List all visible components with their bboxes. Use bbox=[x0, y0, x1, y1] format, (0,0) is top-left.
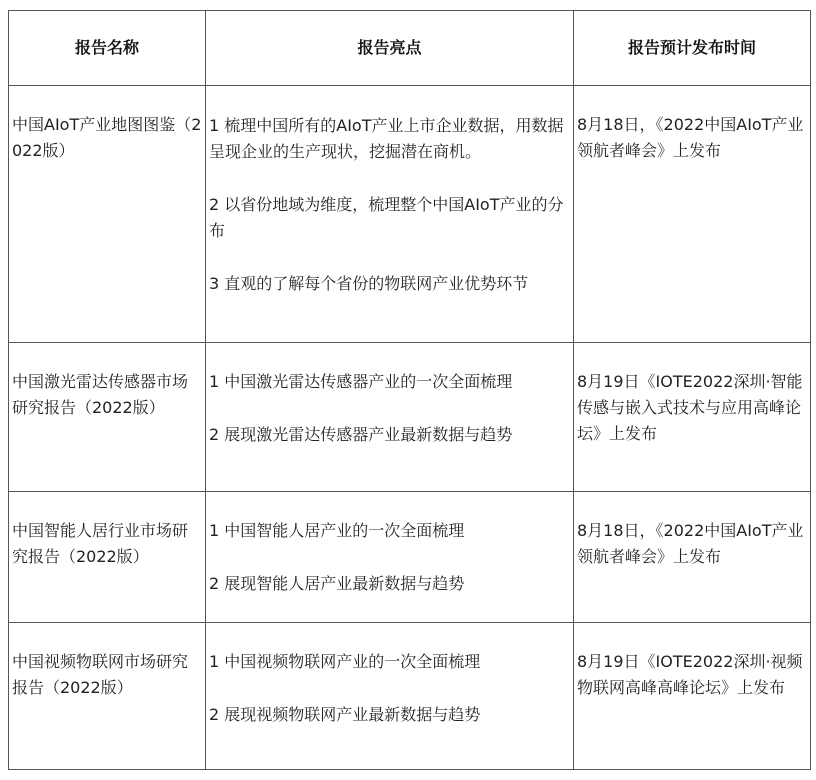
highlight-item: 2 以省份地域为维度，梳理整个中国AIoT产业的分布 bbox=[209, 195, 564, 240]
header-report-name: 报告名称 bbox=[9, 11, 206, 86]
table-row bbox=[9, 343, 811, 492]
report-name: 中国视频物联网市场研究报告（2022版） bbox=[12, 652, 189, 697]
report-name-cell bbox=[9, 492, 206, 623]
highlight-item: 2 展现视频物联网产业最新数据与趋势 bbox=[209, 705, 481, 724]
release-time: 8月18日，《2022中国AIoT产业领航者峰会》上发布 bbox=[577, 115, 804, 160]
report-highlights-cell bbox=[206, 86, 574, 343]
highlight-item: 1 中国视频物联网产业的一次全面梳理 bbox=[209, 652, 481, 671]
report-highlights-cell bbox=[206, 343, 574, 492]
report-name: 中国激光雷达传感器市场研究报告（2022版） bbox=[12, 372, 189, 417]
release-time: 8月19日《IOTE2022深圳·智能传感与嵌入式技术与应用高峰论坛》上发布 bbox=[577, 372, 803, 443]
report-name-cell bbox=[9, 623, 206, 770]
release-time-cell bbox=[574, 343, 811, 492]
highlight-item: 1 中国智能人居产业的一次全面梳理 bbox=[209, 521, 465, 540]
highlight-item: 1 梳理中国所有的AIoT产业上市企业数据，用数据呈现企业的生产现状，挖掘潜在商机。 bbox=[209, 116, 564, 161]
highlight-item: 3 直观的了解每个省份的物联网产业优势环节 bbox=[209, 274, 529, 293]
header-release-time: 报告预计发布时间 bbox=[574, 11, 811, 86]
report-table bbox=[8, 10, 811, 770]
release-time-cell bbox=[574, 492, 811, 623]
header-report-highlights: 报告亮点 bbox=[206, 11, 574, 86]
table-row bbox=[9, 623, 811, 770]
release-time: 8月19日《IOTE2022深圳·视频物联网高峰高峰论坛》上发布 bbox=[577, 652, 803, 697]
release-time-cell bbox=[574, 623, 811, 770]
highlight-item: 2 展现智能人居产业最新数据与趋势 bbox=[209, 574, 465, 593]
report-name: 中国AIoT产业地图图鉴（2022版） bbox=[12, 115, 202, 160]
release-time: 8月18日，《2022中国AIoT产业领航者峰会》上发布 bbox=[577, 521, 804, 566]
table-row bbox=[9, 492, 811, 623]
release-time-cell bbox=[574, 86, 811, 343]
report-highlights-cell bbox=[206, 492, 574, 623]
report-name-cell bbox=[9, 343, 206, 492]
highlight-item: 1 中国激光雷达传感器产业的一次全面梳理 bbox=[209, 372, 513, 391]
table-header-row bbox=[9, 11, 811, 86]
table-row bbox=[9, 86, 811, 343]
report-highlights-cell bbox=[206, 623, 574, 770]
report-name-cell bbox=[9, 86, 206, 343]
report-name: 中国智能人居行业市场研究报告（2022版） bbox=[12, 521, 189, 566]
highlight-item: 2 展现激光雷达传感器产业最新数据与趋势 bbox=[209, 425, 513, 444]
